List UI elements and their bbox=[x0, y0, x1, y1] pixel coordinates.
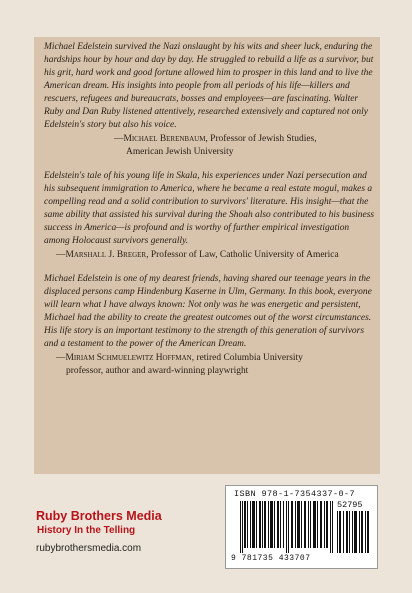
isbn-barcode bbox=[225, 485, 378, 569]
price-code: 52795 bbox=[337, 500, 363, 510]
barcode-bars-icon bbox=[240, 501, 335, 553]
attribution-dash: — bbox=[56, 353, 66, 363]
blurb-affiliation-line-3 bbox=[44, 365, 376, 378]
publisher-block bbox=[36, 509, 216, 556]
isbn-label: ISBN 978-1-7354337-0-7 bbox=[234, 489, 356, 499]
blurb-quote-1: Michael Edelstein survived the Nazi onslaught by his wits and sheer luck, enduring the hardships hour by hour and day by day. He struggled to rebuild a life as a survivor, but his grit, hard work and good fortune allowed him to prosper in this land and to live the American dream. His insights into people from all periods of his life—killers and rescuers, refugees and bureaucrats, bosses and employees—are fascinating. Walter Ruby and Dan Ruby listened attentively, researched extensively and captured not only Edelstein's story but also his voice. bbox=[44, 42, 374, 130]
blurb-author-3: Miriam Schmuelewitz Hoffman bbox=[65, 353, 192, 363]
blurb-affiliation-1b: American Jewish University bbox=[126, 147, 234, 157]
blurb-affiliation-3b: professor, author and award-winning playwright bbox=[66, 366, 249, 376]
blurb-attribution-2 bbox=[44, 249, 376, 262]
blurb-author-2: Marshall J. Breger bbox=[65, 250, 147, 260]
blurb-quote-3: Michael Edelstein is one of my dearest friends, having shared our teenage years in the displaced persons camp Hindenburg Kaserne in Ulm, Germany. In this book, everyone will learn what I have always known: Not only was he was energetic and persistent, Michael had the ability to create the greatest outcomes out of the worst circumstances. His life story is an important testimony to the strength of this generation of survivors and a testament to the power of the American Dream. bbox=[44, 274, 372, 349]
blurb-attribution-3 bbox=[44, 352, 376, 365]
attribution-dash: — bbox=[56, 250, 66, 260]
barcode-digits: 9 781735 433707 bbox=[231, 554, 311, 563]
blurb-affiliation-3a: , retired Columbia University bbox=[191, 353, 303, 363]
blurb-affiliation-1a: , Professor of Jewish Studies, bbox=[205, 134, 317, 144]
blurb-affiliation-line-1 bbox=[50, 146, 376, 159]
blurb-affiliation-2: , Professor of Law, Catholic University of America bbox=[146, 250, 339, 260]
blurb-author-1: Michael Berenbaum bbox=[123, 134, 206, 144]
blurb-quote-2: Edelstein's tale of his young life in Skala, his experiences under Nazi persecution and his subsequent immigration to America, where he became a real estate mogul, makes a compelling read and a solid contribution to survivors' literature. His insight—that the same ability that assisted his survival during the Shoah also contributed to his business success in America—is profound and is worthy of further empirical investigation among Holocaust survivors generally. bbox=[44, 171, 375, 246]
publisher-name: Ruby Brothers Media bbox=[36, 509, 162, 523]
publisher-tagline: History In the Telling bbox=[37, 525, 136, 536]
attribution-dash: — bbox=[114, 134, 124, 144]
publisher-url: rubybrothersmedia.com bbox=[36, 543, 142, 554]
blurbs bbox=[44, 41, 376, 378]
blurb-attribution-1 bbox=[50, 133, 376, 146]
price-barcode-bars-icon bbox=[337, 511, 371, 553]
